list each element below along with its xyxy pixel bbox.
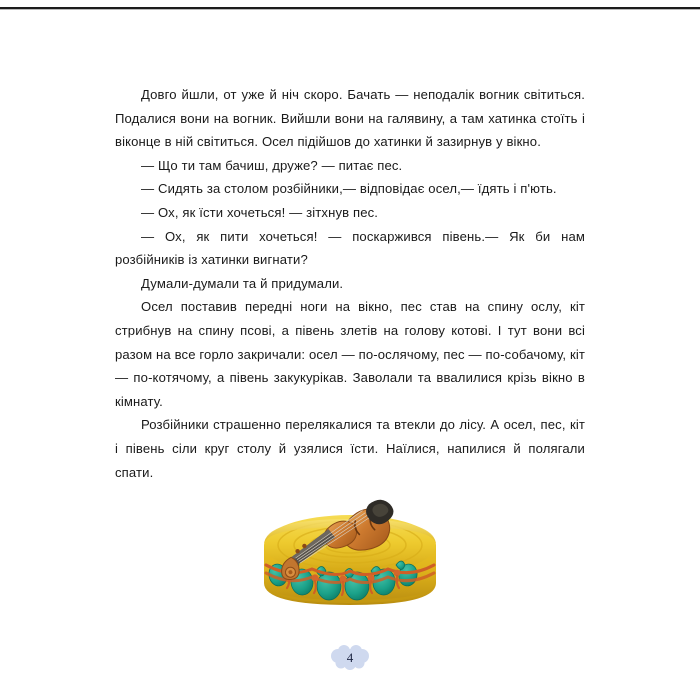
violin-on-golden-drum-illustration — [250, 483, 450, 618]
page-number-badge — [327, 643, 373, 671]
story-text-column — [115, 83, 585, 484]
paragraph-8: Розбійники страшенно перелякалися та втекли до лісу. А осел, пес, кіт і півень сіли круг столу й узялися їсти. Наїлися, напилися й полягали спати. — [115, 417, 585, 480]
page-number-label: 4 — [346, 649, 354, 665]
paragraph-4-dialogue: — Ох, як їсти хочеться! — зітхнув пес. — [141, 204, 379, 220]
paragraph-7: Осел поставив передні ноги на вікно, пес став на спину ослу, кіт стрибнув на спину псові, а півень злетів на голову котові. І тут вони всі разом на все горло закричали: осел — по-ослячому, пес — по-собачому, кіт — по-котячому, а півень закукурікав. Заволали та ввалилися крізь вікно в кімнату. — [115, 299, 585, 409]
top-edge-rule-shadow — [0, 9, 700, 10]
paragraph-3-dialogue: — Сидять за столом розбійники,— відповідає осел,— їдять і п'ють. — [141, 181, 557, 197]
paragraph-6: Думали-думали та й придумали. — [141, 275, 344, 291]
page-number-container — [0, 640, 700, 674]
paragraph-5-dialogue: — Ох, як пити хочеться! — поскаржився півень.— Як би нам розбійників із хатинки вигнати? — [115, 228, 585, 268]
paragraph-1: Довго йшли, от уже й ніч скоро. Бачать — неподалік вогник світиться. Подалися вони на вогник. Вийшли вони на галявину, а там хатинка стоїть і віконце в ній світиться. Осел підійшов до хатинки й зазирнув у вікно. — [115, 87, 585, 150]
paragraph-2-dialogue: — Що ти там бачиш, друже? — питає пес. — [141, 157, 403, 173]
